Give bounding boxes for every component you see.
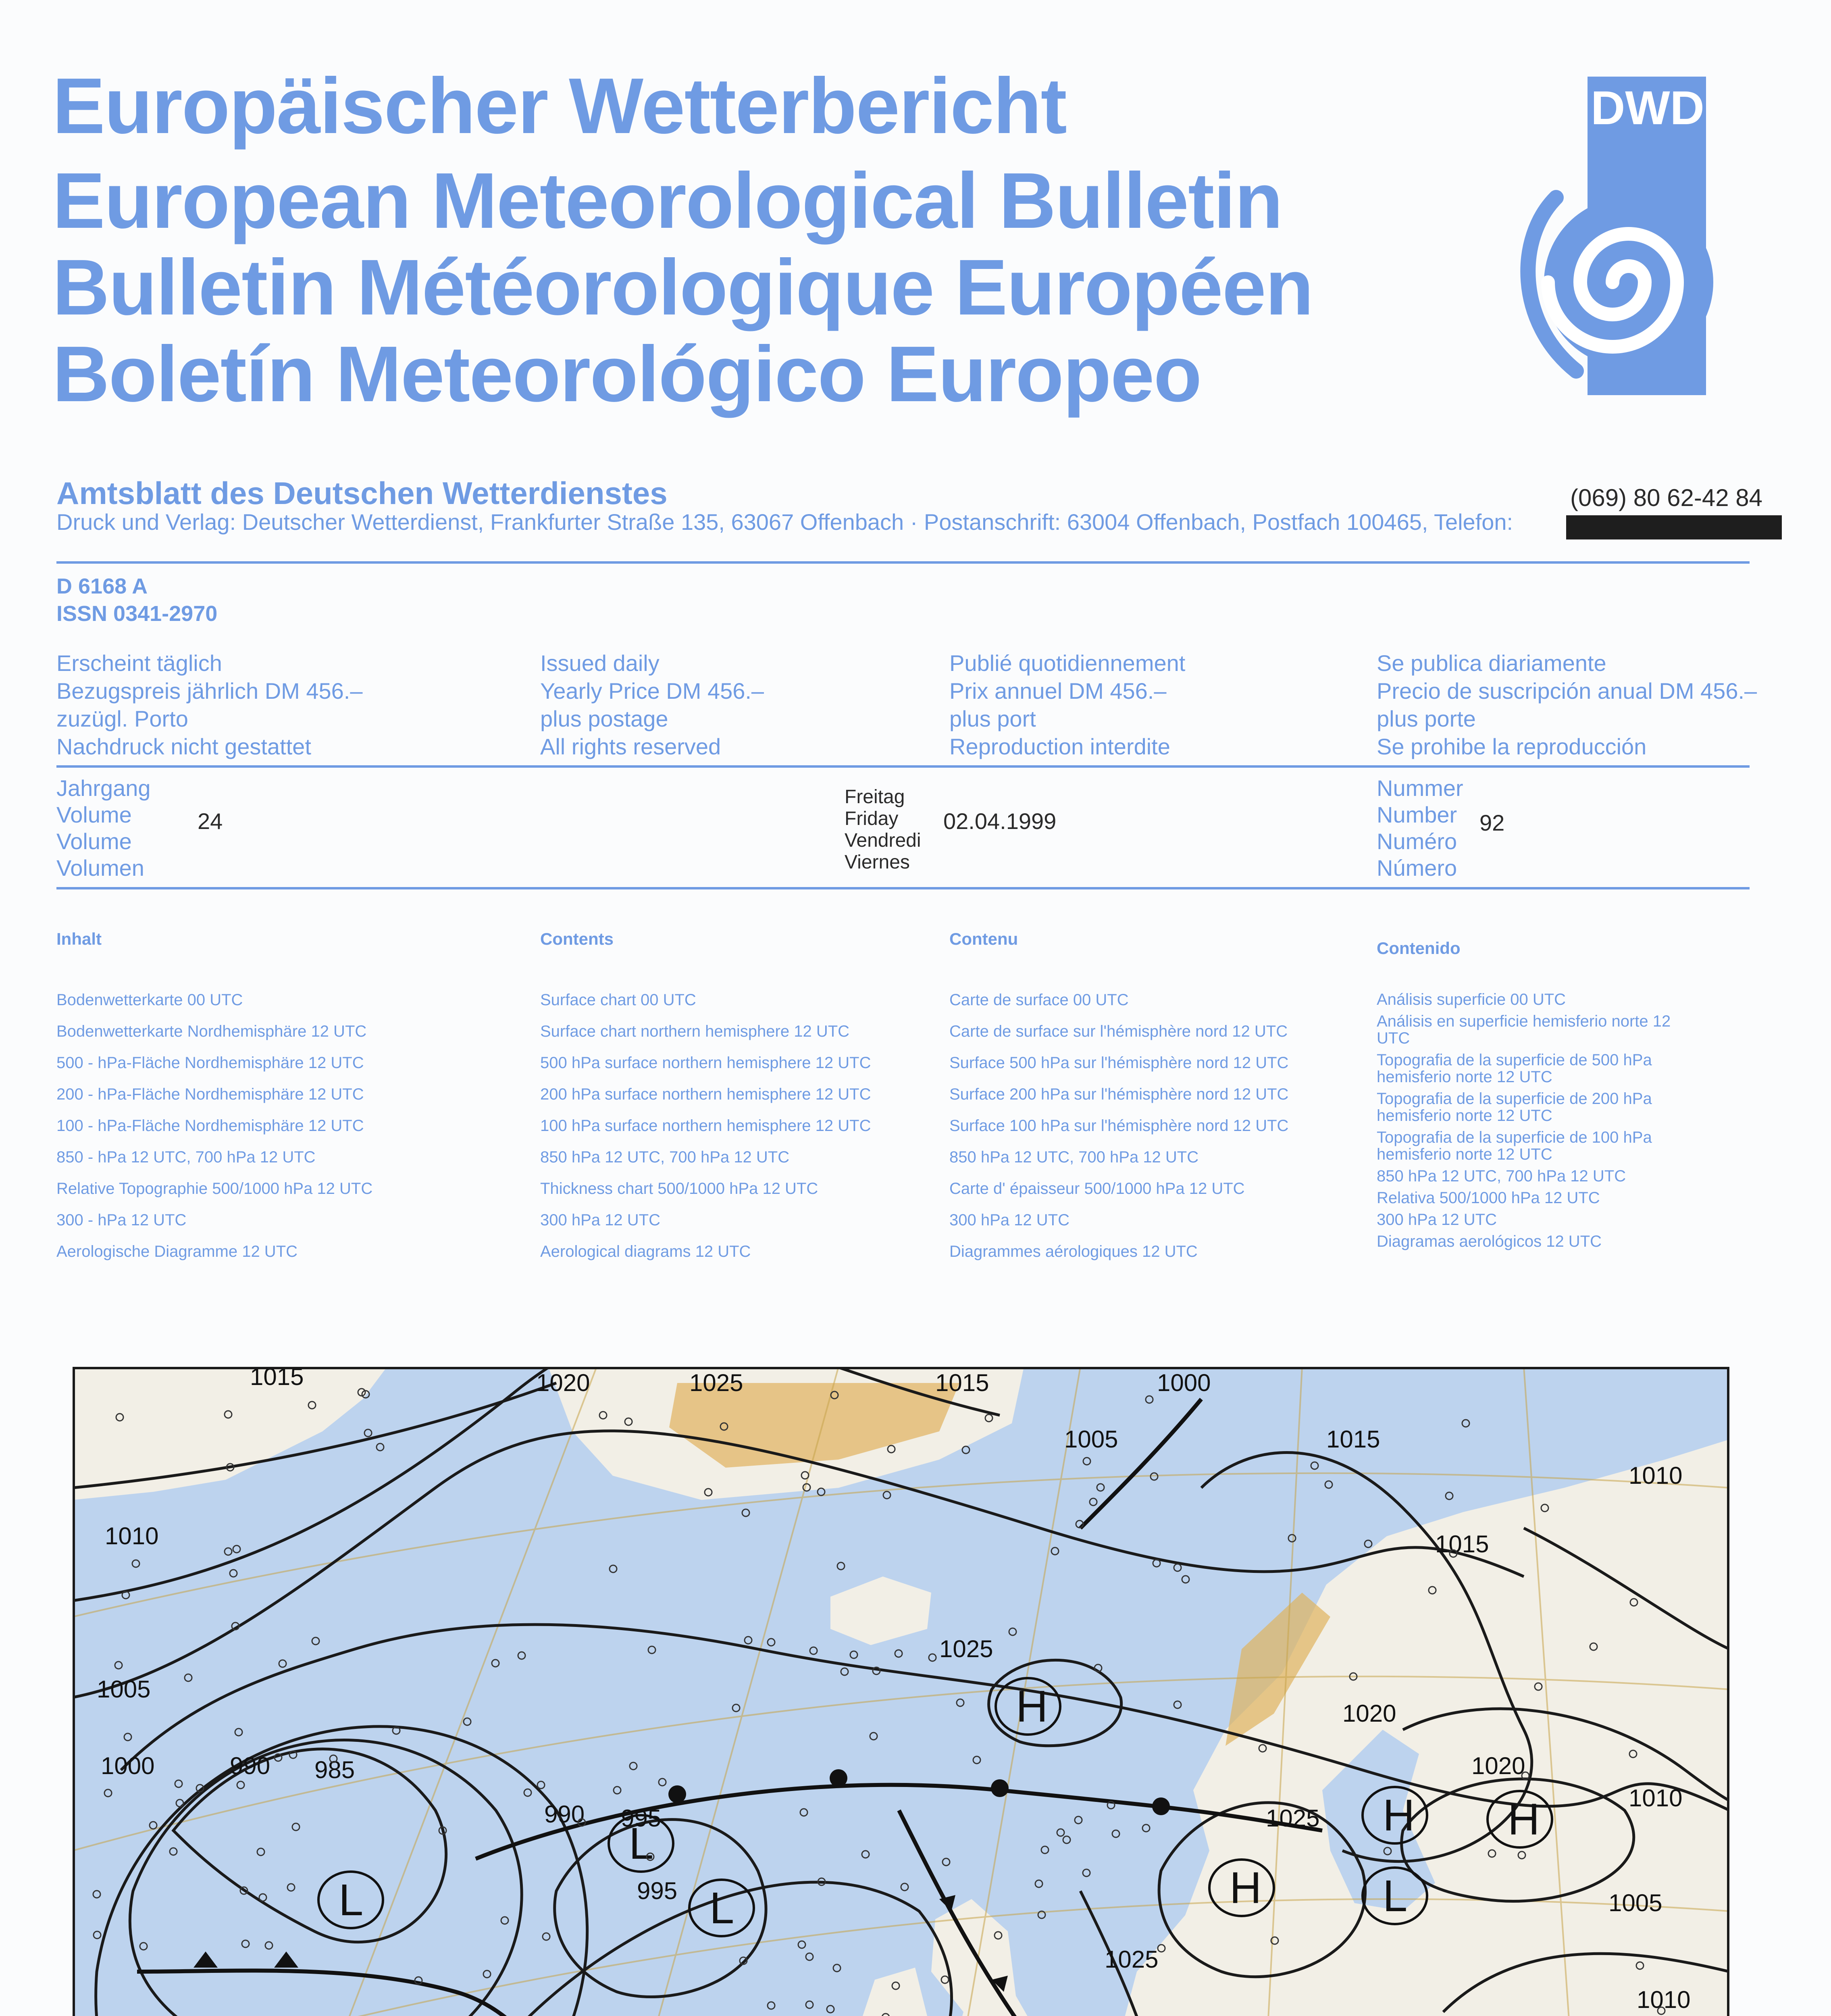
isobar-label: 1015 (250, 1367, 304, 1390)
publication-info-fr (949, 649, 1185, 760)
info-line: Se publica diariamente (1377, 650, 1606, 676)
publisher-name: Amtsblatt des Deutschen Wetterdienstes (56, 475, 668, 511)
label: Vendredi (845, 830, 921, 851)
issue-date: 02.04.1999 (943, 808, 1057, 834)
contents-item: 500 - hPa-Fläche Nordhemisphäre 12 UTC (56, 1054, 364, 1072)
contents-item: 850 hPa 12 UTC, 700 hPa 12 UTC (540, 1148, 790, 1166)
isobar-label: 1020 (536, 1369, 590, 1396)
phone-number: (069) 80 62-42 84 (1570, 484, 1763, 511)
isobar-label: 1025 (1105, 1946, 1159, 1973)
contents-item: 100 - hPa-Fläche Nordhemisphäre 12 UTC (56, 1117, 364, 1135)
high-pressure-center: H (1016, 1682, 1048, 1731)
issn: ISSN 0341-2970 (56, 602, 218, 626)
isobar-label: 1025 (689, 1369, 743, 1396)
contents-item: Análisis en superficie hemisferio norte 12 UTC (1377, 1012, 1671, 1047)
contents-item: 300 - hPa 12 UTC (56, 1211, 187, 1229)
isobar-label: 1000 (1157, 1369, 1211, 1396)
contents-item: Topografia de la superficie de 100 hPa hemisferio norte 12 UTC (1377, 1129, 1652, 1163)
low-pressure-center: L (1383, 1871, 1408, 1921)
contents-heading-fr: Contenu (949, 929, 1018, 948)
isobar-label: 1020 (1471, 1752, 1525, 1779)
contents-item: 200 - hPa-Fläche Nordhemisphäre 12 UTC (56, 1085, 364, 1103)
volume-labels (56, 775, 151, 881)
info-line: Publié quotidiennement (949, 650, 1186, 676)
label: Friday (845, 808, 899, 829)
info-line: Yearly Price DM 456.– (540, 678, 764, 704)
contents-heading-en: Contents (540, 929, 614, 948)
contents-item: Carte de surface sur l'hémisphère nord 12 UTC (949, 1023, 1288, 1040)
front-semicircle (830, 1769, 847, 1787)
contents-item: Relative Topographie 500/1000 hPa 12 UTC (56, 1180, 373, 1198)
contents-item: Topografia de la superficie de 200 hPa hemisferio norte 12 UTC (1377, 1090, 1652, 1125)
isobar-label: 1005 (97, 1676, 151, 1703)
publication-code: D 6168 A (56, 574, 148, 598)
label: Volumen (56, 855, 144, 881)
front-semicircle (991, 1779, 1009, 1797)
low-pressure-center: L (629, 1819, 654, 1868)
info-line: plus port (949, 706, 1036, 731)
info-line: Erscheint täglich (56, 650, 222, 676)
publication-info-es (1377, 649, 1757, 760)
contents-item: 300 hPa 12 UTC (1377, 1211, 1497, 1229)
publication-ids (56, 573, 217, 627)
divider (56, 887, 1750, 889)
contents-item: 850 - hPa 12 UTC, 700 hPa 12 UTC (56, 1148, 316, 1166)
contents-item: 500 hPa surface northern hemisphere 12 UTC (540, 1054, 871, 1072)
info-line: Prix annuel DM 456.– (949, 678, 1167, 704)
contents-item: 100 hPa surface northern hemisphere 12 UTC (540, 1117, 871, 1135)
isobar-label: 1005 (1064, 1426, 1118, 1453)
number-labels (1377, 775, 1463, 881)
info-line: Reproduction interdite (949, 734, 1170, 759)
contents-item: 200 hPa surface northern hemisphere 12 UTC (540, 1085, 871, 1103)
high-pressure-center: H (1383, 1791, 1415, 1840)
label: Número (1377, 855, 1457, 881)
info-line: Issued daily (540, 650, 660, 676)
title-english: European Meteorological Bulletin (52, 156, 1282, 245)
high-pressure-center: H (1508, 1795, 1540, 1844)
contents-list-es (1377, 991, 1683, 1255)
publication-info-de (56, 649, 362, 760)
isobar-label: 985 (314, 1756, 355, 1783)
info-line: plus porte (1377, 706, 1476, 731)
contents-item: Surface 200 hPa sur l'hémisphère nord 12 UTC (949, 1085, 1289, 1103)
info-line: Precio de suscripción anual DM 456.– (1377, 678, 1757, 704)
contents-item: Surface chart 00 UTC (540, 991, 696, 1009)
label: Volume (56, 829, 132, 854)
info-line: zuzügl. Porto (56, 706, 188, 731)
front-semicircle (668, 1785, 686, 1803)
surface-weather-map (73, 1367, 1729, 2016)
isobar-label: 1015 (1326, 1426, 1380, 1453)
info-line: plus postage (540, 706, 668, 731)
isobar-label: 1010 (1629, 1462, 1683, 1489)
low-pressure-center: L (339, 1875, 364, 1925)
divider (56, 561, 1750, 564)
contents-item: Aerological diagrams 12 UTC (540, 1243, 751, 1260)
isobar-label: 1000 (101, 1752, 155, 1779)
contents-item: 300 hPa 12 UTC (540, 1211, 660, 1229)
volume-number: 24 (198, 808, 223, 834)
contents-item: Análisis superficie 00 UTC (1377, 991, 1566, 1008)
contents-list-en (540, 991, 871, 1274)
contents-item: Carte de surface 00 UTC (949, 991, 1129, 1009)
label: Volume (56, 802, 132, 827)
contents-heading-es: Contenido (1377, 939, 1461, 958)
front-semicircle (1152, 1797, 1170, 1815)
contents-item: 850 hPa 12 UTC, 700 hPa 12 UTC (1377, 1167, 1626, 1185)
day-labels (845, 786, 921, 873)
contents-item: Surface chart northern hemisphere 12 UTC (540, 1023, 850, 1040)
contents-item: Carte d' épaisseur 500/1000 hPa 12 UTC (949, 1180, 1245, 1198)
isobar-label: 1010 (1637, 1986, 1691, 2013)
label: Viernes (845, 852, 910, 873)
isobar-label: 995 (637, 1877, 678, 1904)
info-line: Bezugspreis jährlich DM 456.– (56, 678, 363, 704)
contents-item: Bodenwetterkarte 00 UTC (56, 991, 243, 1009)
contents-item: Bodenwetterkarte Nordhemisphäre 12 UTC (56, 1023, 367, 1040)
contents-heading-de: Inhalt (56, 929, 102, 948)
divider (56, 765, 1750, 768)
info-line: Nachdruck nicht gestattet (56, 734, 311, 759)
contents-item: Surface 500 hPa sur l'hémisphère nord 12 UTC (949, 1054, 1289, 1072)
high-pressure-center: H (1230, 1863, 1262, 1913)
label: Nummer (1377, 775, 1463, 801)
isobar-label: 990 (230, 1752, 270, 1779)
contents-list-fr (949, 991, 1288, 1274)
contents-item: 850 hPa 12 UTC, 700 hPa 12 UTC (949, 1148, 1199, 1166)
dwd-logo-text: DWD (1591, 81, 1704, 135)
info-line: Se prohibe la reproducción (1377, 734, 1647, 759)
dwd-spiral-icon (1492, 161, 1733, 403)
isobar-label: 995 (621, 1805, 662, 1832)
isobar-label: 1020 (1342, 1700, 1396, 1727)
contents-item: Relativa 500/1000 hPa 12 UTC (1377, 1189, 1600, 1207)
label: Numéro (1377, 829, 1457, 854)
isobar-label: 1015 (935, 1369, 989, 1396)
contents-item: Thickness chart 500/1000 hPa 12 UTC (540, 1180, 818, 1198)
publication-info-en (540, 649, 764, 760)
isobar-label: 1005 (1608, 1889, 1662, 1916)
isobar-label: 990 (544, 1801, 585, 1828)
isobar-label: 1015 (1435, 1531, 1489, 1558)
title-german: Europäischer Wetterbericht (52, 62, 1066, 150)
label: Freitag (845, 786, 905, 808)
contents-list-de (56, 991, 372, 1274)
isobar-label: 1010 (105, 1522, 159, 1549)
redacted-phone (1566, 515, 1782, 539)
title-spanish: Boletín Meteorológico Europeo (52, 330, 1201, 418)
title-french: Bulletin Météorologique Européen (52, 243, 1313, 331)
label: Jahrgang (56, 775, 151, 801)
contents-item: Topografia de la superficie de 500 hPa hemisferio norte 12 UTC (1377, 1051, 1652, 1086)
label: Number (1377, 802, 1457, 827)
publisher-address: Druck und Verlag: Deutscher Wetterdienst, Frankfurter Straße 135, 63067 Offenbach · Postanschrift: 63004 Offenbach, Postfach 100465, Telefon: (56, 509, 1513, 535)
isobar-label: 1025 (1266, 1805, 1320, 1832)
contents-item: Diagramas aerológicos 12 UTC (1377, 1233, 1602, 1250)
isobar-label: 1010 (1629, 1785, 1683, 1812)
contents-item: Diagrammes aérologiques 12 UTC (949, 1243, 1198, 1260)
contents-item: 300 hPa 12 UTC (949, 1211, 1069, 1229)
contents-item: Surface 100 hPa sur l'hémisphère nord 12 UTC (949, 1117, 1289, 1135)
isobar-label: 1025 (939, 1635, 993, 1662)
low-pressure-center: L (710, 1883, 734, 1933)
info-line: All rights reserved (540, 734, 721, 759)
issue-number: 92 (1479, 810, 1505, 835)
contents-item: Aerologische Diagramme 12 UTC (56, 1243, 298, 1260)
